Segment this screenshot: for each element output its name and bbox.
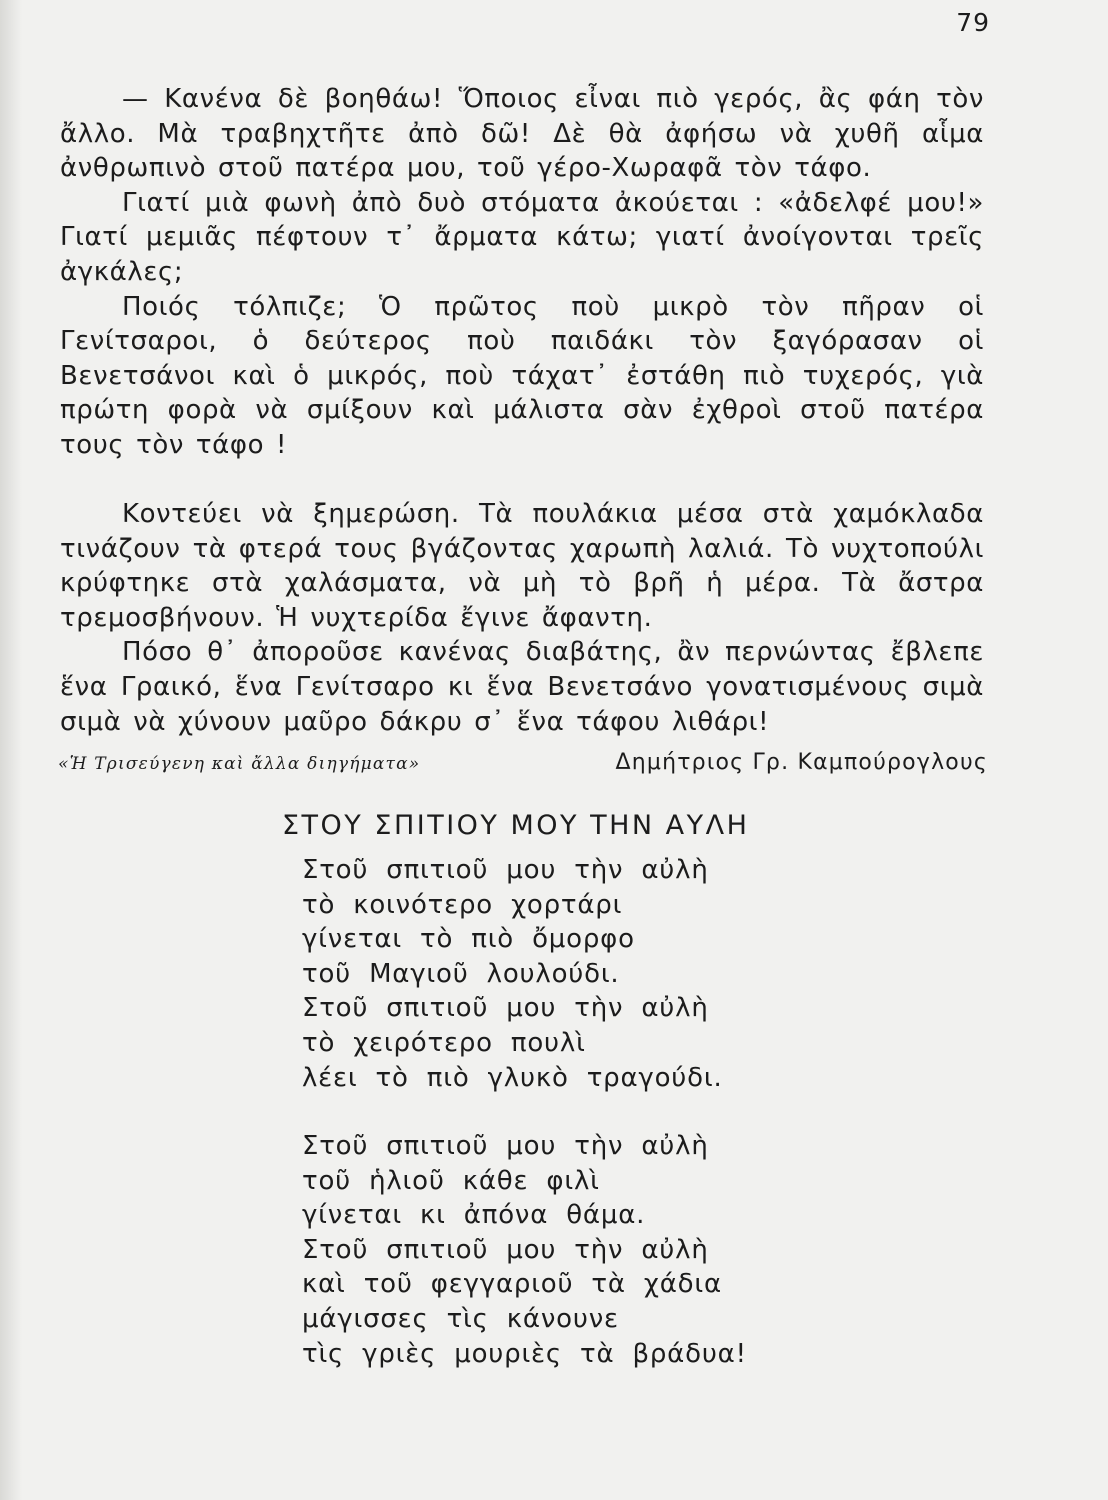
paragraph: Πόσο θ᾽ ἀποροῦσε κανένας διαβάτης, ἂν περνώντας ἔβλεπε ἕνα Γραικό, ἕνα Γενίτσαρο κι ἕνα Βενετσάνο γονατισμένους σιμὰ σιμὰ νὰ χύνουν μαῦρο δάκρυ σ᾽ ἕνα τάφου λιθάρι! bbox=[60, 637, 984, 737]
paragraph: — Κανένα δὲ βοηθάω! Ὅποιος εἶναι πιὸ γερός, ἂς φάη τὸν ἄλλο. Μὰ τραβηχτῆτε ἀπὸ δῶ! Δὲ θὰ ἀφήσω νὰ χυθῆ αἷμα ἀνθρωπινὸ στοῦ πατέρα μου, τοῦ γέρο-Χωραφᾶ τὸν τάφο. bbox=[60, 84, 984, 184]
source-book-title: «Ἡ Τρισεύγενη καὶ ἄλλα διηγήματα» bbox=[58, 754, 421, 774]
source-citation bbox=[58, 750, 988, 784]
poem-line: Στοῦ σπιτιοῦ μου τὴν αὐλὴ bbox=[302, 993, 709, 1024]
paragraph: Γιατί μιὰ φωνὴ ἀπὸ δυὸ στόματα ἀκούεται : «ἀδελφέ μου!» Γιατί μεμιᾶς πέφτουν τ᾽ ἄρματα κάτω; γιατί ἀνοίγονται τρεῖς ἀγκάλες; bbox=[60, 187, 984, 287]
page-number: 79 bbox=[956, 8, 990, 37]
poem-line: καὶ τοῦ φεγγαριοῦ τὰ χάδια bbox=[302, 1269, 722, 1300]
poem-line: Στοῦ σπιτιοῦ μου τὴν αὐλὴ bbox=[302, 1131, 709, 1161]
poem-line: μάγισσες τὶς κάνουνε bbox=[302, 1303, 619, 1334]
poem-title: ΣΤΟΥ ΣΠΙΤΙΟΥ ΜΟΥ ΤΗΝ ΑΥΛΗ bbox=[282, 810, 750, 841]
source-author: Δημήτριος Γρ. Καμπούρογλους bbox=[615, 750, 988, 775]
poem-line: τὸ χειρότερο πουλὶ bbox=[302, 1027, 586, 1058]
poem-line: τὸ κοινότερο χορτάρι bbox=[302, 889, 623, 920]
poem-line: Στοῦ σπιτιοῦ μου τὴν αὐλὴ bbox=[302, 855, 709, 885]
poem-stanza-1 bbox=[302, 853, 723, 1095]
prose-block-1 bbox=[60, 82, 984, 463]
poem-line: λέει τὸ πιὸ γλυκὸ τραγούδι. bbox=[302, 1062, 723, 1093]
paragraph: Ποιός τόλπιζε; Ὁ πρῶτος ποὺ μικρὸ τὸν πῆραν οἱ Γενίτσαροι, ὁ δεύτερος ποὺ παιδάκι τὸν ξαγόρασαν οἱ Βενετσάνοι καὶ ὁ μικρός, ποὺ τάχατ᾽ ἐστάθη πιὸ τυχερός, γιὰ πρώτη φορὰ νὰ σμίξουν καὶ μάλιστα σὰν ἐχθροὶ στοῦ πατέρα τους τὸν τάφο ! bbox=[60, 291, 984, 460]
prose-block-2 bbox=[60, 497, 984, 739]
paragraph: Κοντεύει νὰ ξημερώση. Τὰ πουλάκια μέσα στὰ χαμόκλαδα τινάζουν τὰ φτερά τους βγάζοντας χαρωπὴ λαλιά. Τὸ νυχτοπούλι κρύφτηκε στὰ χαλάσματα, νὰ μὴ τὸ βρῆ ἡ μέρα. Τὰ ἄστρα τρεμοσβήνουν. Ἡ νυχτερίδα ἔγινε ἄφαντη. bbox=[60, 499, 984, 633]
poem-line: τοῦ Μαγιοῦ λουλούδι. bbox=[302, 958, 620, 989]
poem-line: τὶς γριὲς μουριὲς τὰ βράδυα! bbox=[302, 1338, 747, 1369]
poem-line: γίνεται κι ἀπόνα θάμα. bbox=[302, 1200, 646, 1231]
poem-stanza-2 bbox=[302, 1129, 747, 1371]
page-edge-shadow bbox=[0, 0, 22, 1500]
poem-line: τοῦ ἡλιοῦ κάθε φιλὶ bbox=[302, 1165, 600, 1196]
poem-line: Στοῦ σπιτιοῦ μου τὴν αὐλὴ bbox=[302, 1234, 709, 1265]
poem-line: γίνεται τὸ πιὸ ὄμορφο bbox=[302, 924, 635, 955]
